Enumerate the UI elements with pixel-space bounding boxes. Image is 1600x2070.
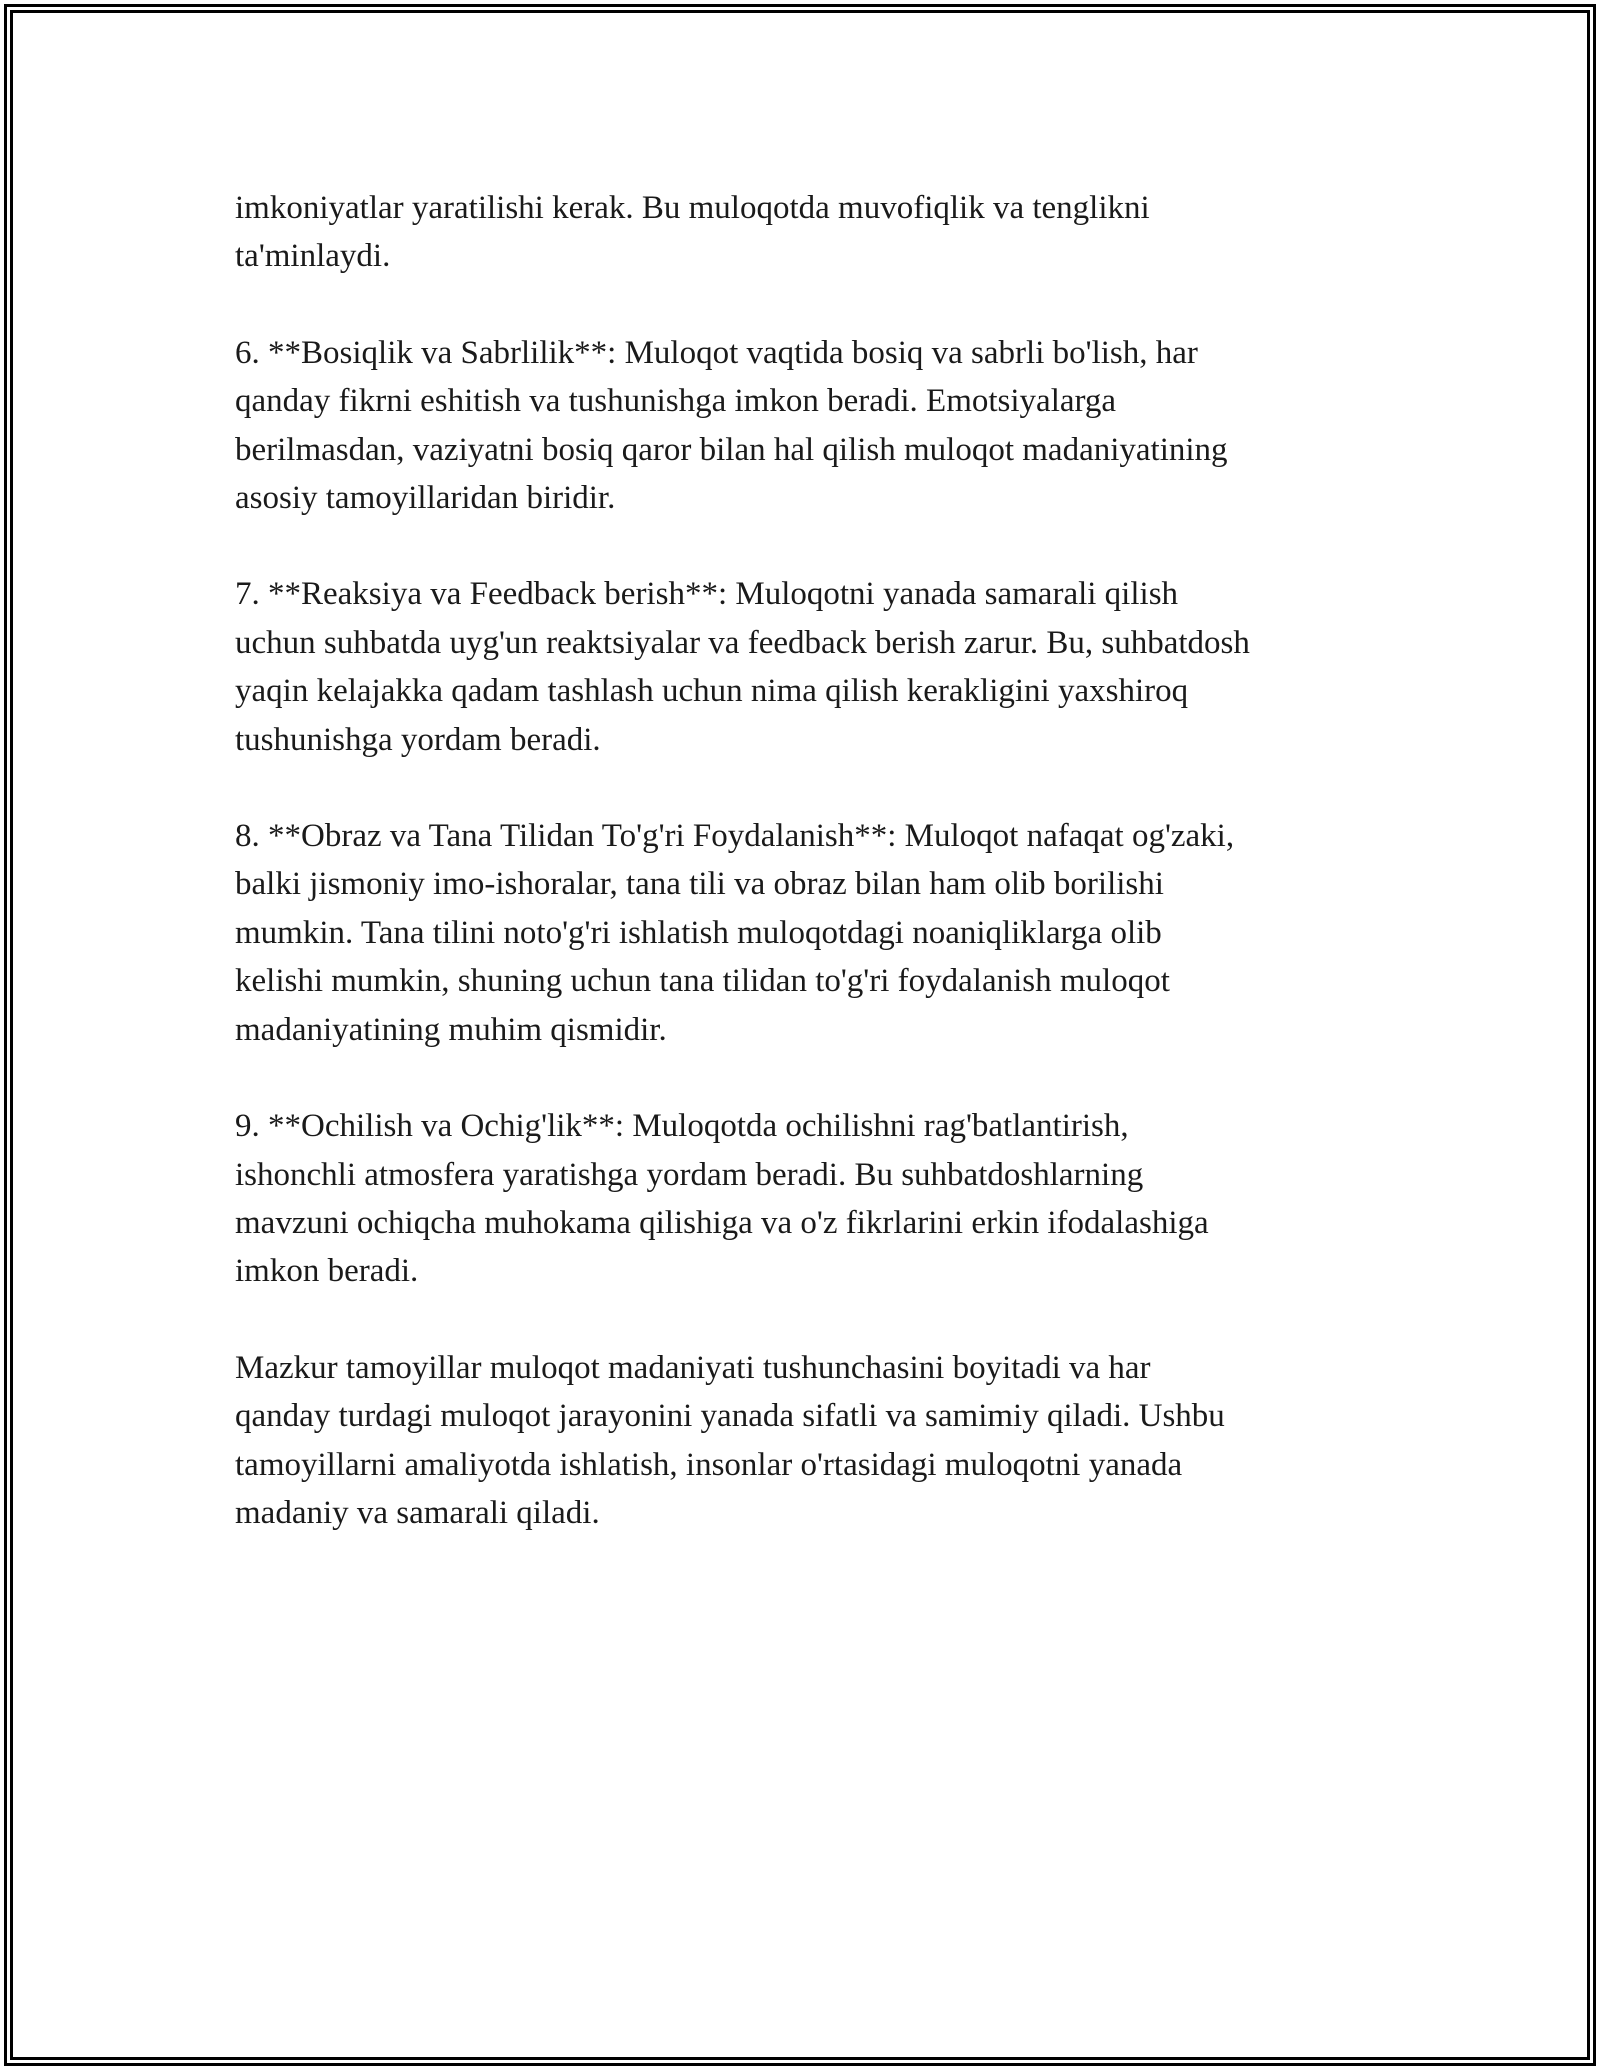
paragraph-principle-9: 9. **Ochilish va Ochig'lik**: Muloqotda ochilishni rag'batlantirish, ishonchli atmosfera yaratishga yordam beradi. Bu suhbatdoshlarning mavzuni ochiqcha muhokama qilishiga va o'z fikrlarini erkin ifodalashiga imkon beradi.: [235, 1108, 1209, 1290]
paragraph-principle-8: 8. **Obraz va Tana Tilidan To'g'ri Foydalanish**: Muloqot nafaqat og'zaki, balki jismoniy imo-ishoralar, tana tili va obraz bilan ham olib borilishi mumkin. Tana tilini noto'g'ri ishlatish muloqotdagi noaniqliklarga olib kelishi mumkin, shuning uchun tana tilidan to'g'ri foydalanish muloqot madaniyatining muhim qismidir.: [235, 818, 1235, 1048]
paragraph-principle-6: 6. **Bosiqlik va Sabrlilik**: Muloqot vaqtida bosiq va sabrli bo'lish, har qanday fikrni eshitish va tushunishga imkon beradi. Emotsiyalarga berilmasdan, vaziyatni bosiq qaror bilan hal qilish muloqot madaniyatining asosiy tamoyillaridan biridir.: [235, 334, 1228, 517]
paragraph-continuation: imkoniyatlar yaratilishi kerak. Bu muloqotda muvofiqlik va tenglikni ta'minlaydi.: [235, 190, 1150, 275]
paragraph-principle-7: 7. **Reaksiya va Feedback berish**: Muloqotni yanada samarali qilish uchun suhbatda uyg'un reaktsiyalar va feedback berish zarur. Bu, suhbatdosh yaqin kelajakka qadam tashlash uchun nima qilish kerakligini yaxshiroq tushunishga yordam beradi.: [235, 576, 1250, 758]
document-body: [235, 184, 1385, 1537]
paragraph-conclusion: Mazkur tamoyillar muloqot madaniyati tushunchasini boyitadi va har qanday turdagi muloqot jarayonini yanada sifatli va samimiy qiladi. Ushbu tamoyillarni amaliyotda ishlatish, insonlar o'rtasidagi muloqotni yanada madaniy va samarali qiladi.: [235, 1349, 1225, 1531]
